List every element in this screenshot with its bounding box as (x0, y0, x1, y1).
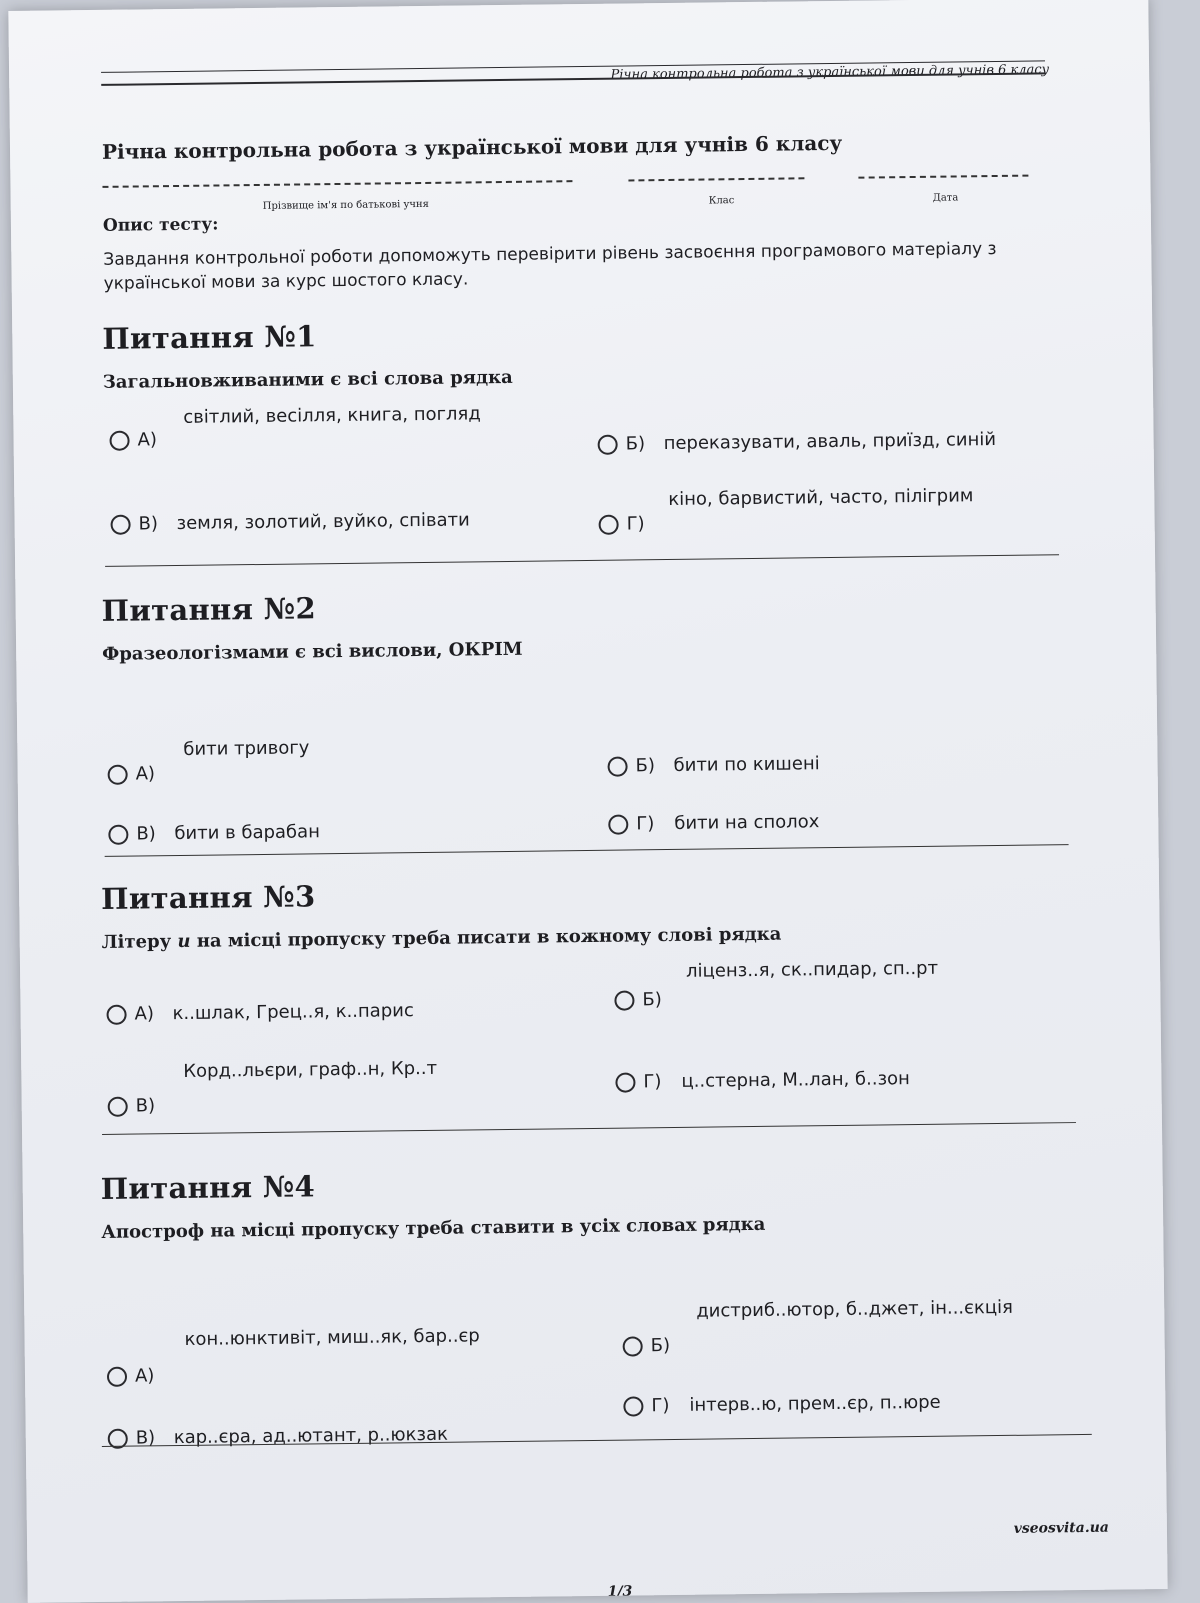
header-rule (101, 72, 1045, 86)
q4-option-g[interactable] (623, 1392, 941, 1417)
radio-icon[interactable] (106, 1004, 126, 1024)
separator (105, 554, 1059, 567)
q1-option-a[interactable] (109, 429, 167, 451)
q3-option-v[interactable] (108, 1095, 166, 1117)
question-2-text: Фразеологізмами є всі вислови, ОКРІМ (102, 638, 523, 665)
q4-option-a-text: кон..юнктивіт, миш..як, бар..єр (184, 1325, 480, 1350)
separator (102, 1122, 1076, 1135)
q1-option-v-text: земля, золотий, вуйко, співати (176, 509, 470, 535)
radio-icon[interactable] (110, 514, 130, 534)
q4-option-b-text: дистриб..ютор, б..джет, ін...єкція (696, 1296, 1014, 1322)
q2-option-g-text: бити на сполох (674, 811, 820, 834)
q2-option-b-letter: Б) (635, 755, 656, 777)
name-fill-line (102, 180, 572, 188)
radio-icon[interactable] (623, 1336, 643, 1356)
q4-option-a[interactable] (107, 1365, 165, 1387)
q4-option-v-letter: В) (135, 1427, 156, 1449)
site-brand: vseosvita.ua (1013, 1519, 1110, 1537)
q2-option-b-text: бити по кишені (673, 753, 820, 776)
radio-icon[interactable] (599, 514, 619, 534)
q3-option-b[interactable] (614, 989, 672, 1011)
description-heading: Опис тесту: (102, 214, 219, 236)
q2-option-a-letter: А) (135, 763, 156, 785)
question-4-heading: Питання №4 (100, 1169, 316, 1206)
page-title: Річна контрольна робота з української мови для учнів 6 класу (101, 130, 843, 164)
q3-option-a-text: к..шлак, Грец..я, к..парис (172, 1000, 414, 1025)
question-4-text: Апостроф на місці пропуску треба ставити в усіх словах рядка (101, 1213, 766, 1243)
question-3-heading: Питання №3 (100, 879, 316, 916)
name-label: Прізвище ім'я по батькові учня (262, 198, 430, 212)
q3-option-g-text: ц..стерна, М..лан, б..зон (681, 1068, 910, 1092)
q3-option-a-letter: А) (134, 1003, 155, 1025)
q1-option-g-text: кіно, барвистий, часто, пілігрим (668, 485, 974, 510)
running-head: Річна контрольна робота з української мови для учнів 6 класу (610, 62, 1050, 83)
separator (105, 844, 1069, 857)
q2-option-b[interactable] (607, 753, 819, 777)
radio-icon[interactable] (608, 814, 628, 834)
q2-option-g[interactable] (608, 811, 819, 835)
date-label: Дата (932, 192, 959, 204)
q2-option-a[interactable] (108, 763, 166, 785)
q4-option-a-letter: А) (134, 1365, 155, 1387)
q1-option-v[interactable] (110, 509, 469, 534)
q4-option-v-text: кар..єра, ад..ютант, р..юкзак (173, 1423, 449, 1449)
q1-option-g[interactable] (599, 513, 657, 535)
q2-option-a-text: бити тривогу (183, 737, 310, 760)
q2-option-v-text: бити в барабан (174, 821, 321, 845)
class-fill-line (628, 177, 804, 181)
radio-icon[interactable] (109, 430, 129, 450)
radio-icon[interactable] (108, 764, 128, 784)
worksheet-page (8, 0, 1167, 1603)
q3-option-g[interactable] (615, 1068, 910, 1093)
q4-option-g-text: інтерв..ю, прем..єр, п..юре (689, 1391, 941, 1416)
q1-option-g-letter: Г) (626, 513, 645, 535)
radio-icon[interactable] (108, 1096, 128, 1116)
page-number: 1/3 (607, 1583, 633, 1600)
q2-option-v-letter: В) (136, 823, 156, 845)
q3-option-a[interactable] (106, 1000, 413, 1025)
radio-icon[interactable] (623, 1396, 643, 1416)
description-text: Завдання контрольної роботи допоможуть перевірити рівень засвоєння програмового матеріалу з української мови за курс шостого класу. (103, 238, 997, 294)
q3-option-b-letter: Б) (642, 989, 662, 1011)
q2-option-v[interactable] (108, 821, 320, 845)
radio-icon[interactable] (598, 434, 618, 454)
q1-option-b-letter: Б) (625, 433, 646, 455)
q3-option-g-letter: Г) (643, 1071, 662, 1093)
radio-icon[interactable] (615, 1072, 635, 1092)
question-2-heading: Питання №2 (101, 591, 317, 628)
q3-option-v-text: Корд..льєри, граф..н, Кр..т (183, 1057, 438, 1082)
q1-option-v-letter: В) (138, 513, 159, 535)
q1-option-a-text: світлий, весілля, книга, погляд (183, 403, 481, 428)
q4-option-b[interactable] (623, 1335, 681, 1357)
question-1-text: Загальновживаними є всі слова рядка (102, 366, 513, 393)
radio-icon[interactable] (607, 756, 627, 776)
q1-option-a-letter: А) (137, 429, 158, 451)
q1-option-b-text: переказувати, аваль, приїзд, синій (663, 428, 997, 455)
q3-option-v-letter: В) (135, 1095, 156, 1117)
q4-option-g-letter: Г) (651, 1395, 670, 1417)
q1-option-b[interactable] (598, 429, 997, 455)
question-1-heading: Питання №1 (102, 319, 317, 356)
q2-option-g-letter: Г) (636, 813, 655, 835)
q3-option-b-text: ліценз..я, ск..пидар, сп..рт (685, 957, 939, 982)
question-3-text: Літеру и на місці пропуску треба писати в кожному слові рядка (101, 923, 782, 953)
radio-icon[interactable] (107, 1366, 127, 1386)
q4-option-b-letter: Б) (650, 1335, 671, 1357)
date-fill-line (858, 175, 1028, 179)
radio-icon[interactable] (108, 824, 128, 844)
class-label: Клас (708, 195, 735, 207)
radio-icon[interactable] (614, 990, 634, 1010)
